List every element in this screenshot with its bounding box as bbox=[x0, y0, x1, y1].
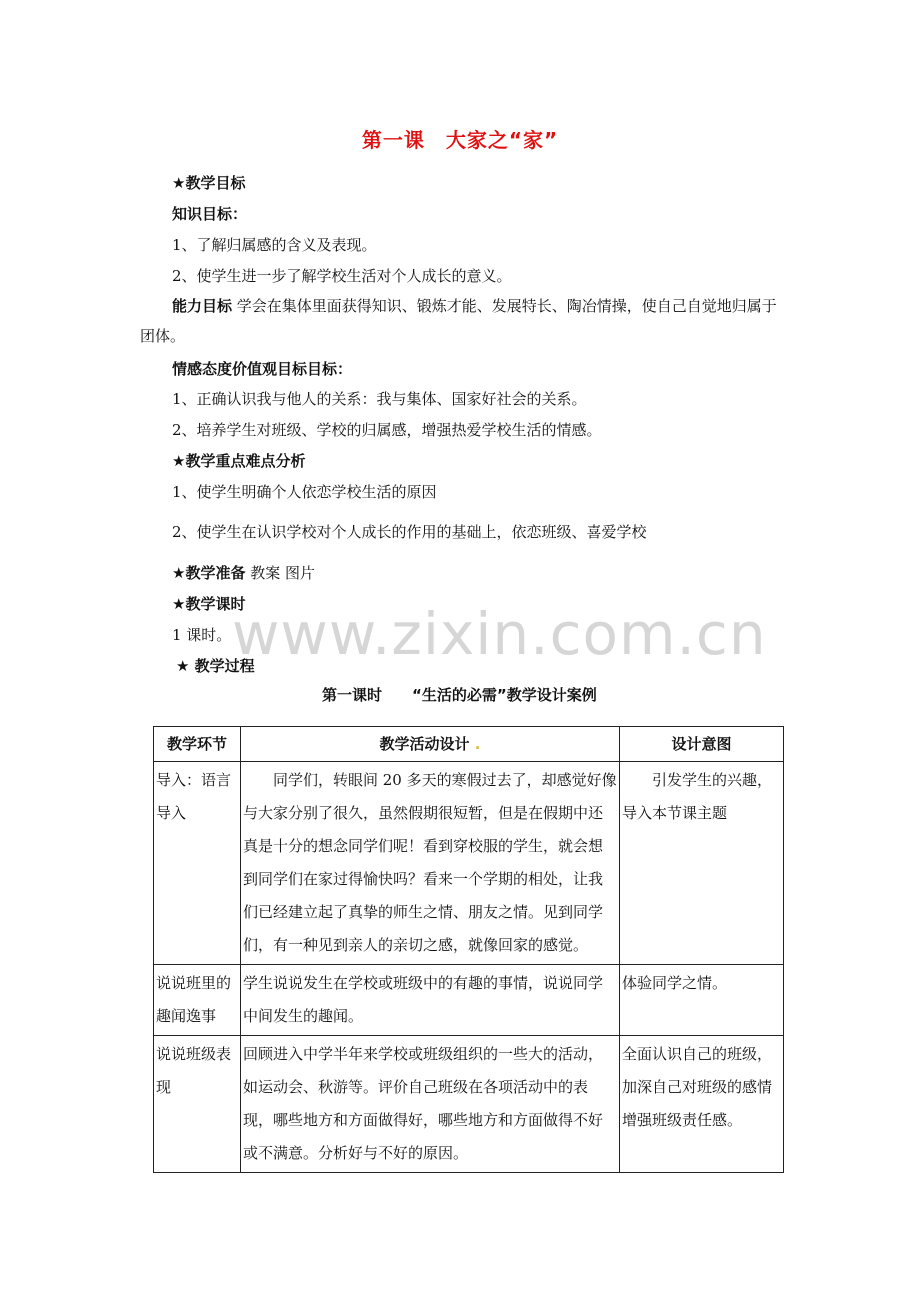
intent-cell: 全面认识自己的班级，加深自己对班级的感情增强班级责任感。 bbox=[620, 1036, 784, 1173]
stage-cell: 说说班级表现 bbox=[154, 1036, 241, 1173]
objectives-heading: ★教学目标 bbox=[172, 174, 246, 192]
preparation-heading: ★教学准备 bbox=[172, 564, 246, 582]
key-points-heading: ★教学重点难点分析 bbox=[172, 452, 306, 470]
column-header: 教学环节 bbox=[154, 727, 241, 762]
table-row bbox=[154, 762, 784, 965]
lesson-title: 第一课 大家之“家” bbox=[361, 128, 559, 152]
ability-paragraph bbox=[140, 291, 785, 351]
activity-cell: 学生说说发生在学校或班级中的有趣的事情，说说同学中间发生的趣闻。 bbox=[241, 965, 620, 1036]
hours-heading: ★教学课时 bbox=[172, 595, 246, 613]
column-header: 设计意图 bbox=[620, 727, 784, 762]
emotion-label: 情感态度价值观目标目标： bbox=[172, 360, 353, 378]
table-header-row bbox=[154, 727, 784, 762]
lesson-design-table bbox=[153, 726, 784, 1173]
stage-cell: 导入：语言导入 bbox=[154, 762, 241, 965]
stage-cell: 说说班里的趣闻逸事 bbox=[154, 965, 241, 1036]
ability-label: 能力目标 bbox=[172, 297, 233, 315]
watermark: www.zixin.com.cn bbox=[232, 600, 767, 668]
activity-cell: 回顾进入中学半年来学校或班级组织的一些大的活动，如运动会、秋游等。评价自己班级在各项活动中的表现，哪些地方和方面做得好，哪些地方和方面做得不好或不满意。分析好与不好的原因。 bbox=[241, 1036, 620, 1173]
ability-text: 学会在集体里面获得知识、锻炼才能、发展特长、陶冶情操，使自己自觉地归属于团体。 bbox=[140, 297, 777, 345]
intent-cell: 引发学生的兴趣，导入本节课主题 bbox=[620, 762, 784, 965]
table-subtitle: 第一课时 “生活的必需”教学设计案例 bbox=[322, 686, 597, 704]
column-header bbox=[241, 727, 620, 762]
hours-text: 1 课时。 bbox=[172, 626, 232, 644]
activity-cell: 同学们，转眼间 20 多天的寒假过去了，却感觉好像与大家分别了很久，虽然假期很短暂，但是在假期中还真是十分的想念同学们呢！看到穿校服的学生，就会想到同学们在家过得愉快吗？看来一个学期的相处，让我们已经建立起了真挚的师生之情、朋友之情。见到同学们，有一种见到亲人的亲切之感，就像回家的感觉。 bbox=[241, 762, 620, 965]
column-header-text: 教学活动设计 bbox=[379, 735, 470, 753]
key-point-item: 2、使学生在认识学校对个人成长的作用的基础上，依恋班级、喜爱学校 bbox=[172, 523, 647, 541]
intent-cell: 体验同学之情。 bbox=[620, 965, 784, 1036]
table-row bbox=[154, 1036, 784, 1173]
dot-mark: . bbox=[474, 735, 481, 753]
knowledge-label: 知识目标： bbox=[172, 205, 248, 223]
emotion-item: 2、培养学生对班级、学校的归属感，增强热爱学校生活的情感。 bbox=[172, 421, 602, 439]
emotion-item: 1、正确认识我与他人的关系：我与集体、国家好社会的关系。 bbox=[172, 390, 587, 408]
process-heading: ★ 教学过程 bbox=[176, 657, 255, 675]
key-point-item: 1、使学生明确个人依恋学校生活的原因 bbox=[172, 483, 437, 501]
knowledge-item: 2、使学生进一步了解学校生活对个人成长的意义。 bbox=[172, 267, 512, 285]
preparation-text: 教案 图片 bbox=[250, 564, 316, 582]
table-row bbox=[154, 965, 784, 1036]
knowledge-item: 1、了解归属感的含义及表现。 bbox=[172, 236, 377, 254]
preparation-line bbox=[172, 562, 315, 583]
